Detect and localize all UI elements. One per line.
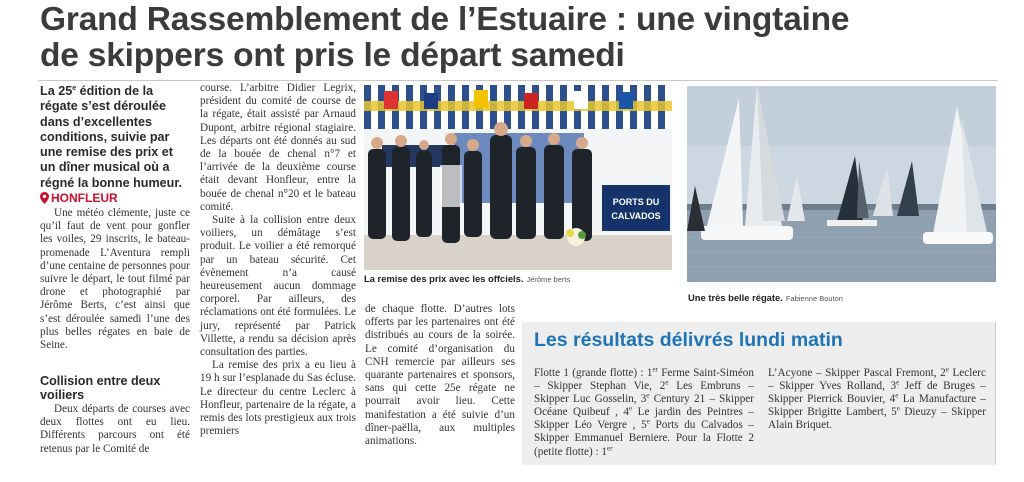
results-sup: e — [896, 404, 900, 413]
subheading: Collision entre deux voiliers — [40, 374, 161, 402]
article-column-2 — [200, 82, 356, 438]
results-sup: e — [629, 404, 633, 413]
col2-paragraph-3: La remise des prix a eu lieu à 19 h sur l’esplanade du Sas écluse. Le directeur du centre Leclerc à Honfleur, partenaire de la régate, a remis des lots prestigieux aux trois premiers — [200, 359, 356, 438]
location-pin-icon — [40, 192, 49, 204]
results-title: Les résultats délivrés lundi matin — [534, 329, 843, 351]
svg-text:CALVADOS: CALVADOS — [611, 211, 661, 221]
results-text: Ferme Saint-Siméon – Skipper Stephan Vie, 2 — [534, 367, 754, 393]
prize-giving-credit: Jérôme berts — [526, 275, 571, 284]
results-sup: e — [896, 378, 900, 387]
lead-sup: e — [72, 84, 77, 92]
lead-post: édition de la régate s’est déroulée dans d’excellentes conditions, suivie par une remise des prix et un dîner musical où a régné la bonne humeur. — [40, 84, 183, 190]
regatta-photo — [687, 86, 996, 282]
svg-text:PORTS DU: PORTS DU — [612, 197, 660, 207]
dateline-location: HONFLEUR — [51, 191, 118, 205]
results-column-1 — [534, 367, 754, 459]
regatta-photo-image — [687, 86, 996, 282]
lead-paragraph — [40, 84, 190, 191]
results-text: Le jardin des Peintres – Skipper Léo Vergre , 5 — [534, 406, 754, 432]
results-box — [522, 322, 996, 465]
regatta-credit: Fabienne Bouton — [785, 294, 843, 303]
results-text: La Manufacture – Skipper Brigitte Lambert, 5 — [768, 393, 987, 419]
dateline — [40, 191, 118, 205]
results-text: Ports du Calvados – Skipper Emmanuel Berniere. Pour la Flotte 2 (petite flotte) : 1 — [534, 419, 754, 458]
col2-paragraph-1: course. L’arbitre Didier Legrix, président du comité de course de la régate, était assisté par Arnaud Dupont, arbitre régional stagiaire. Les départs ont été donnés au sud de la bouée de chenal n°7 et l’arrivée de la deuxième course était devant Honfleur, entre la bouée de chenal n°20 et le bateau comité. — [200, 82, 356, 213]
lead-pre: La 25 — [40, 84, 73, 98]
results-sup: er — [652, 365, 658, 374]
results-sup: e — [895, 391, 899, 400]
article-column-1-continued: Deux départs de courses avec deux flottes ont eu lieu. Différents parcours ont été retenus par le Comité de — [40, 403, 190, 455]
results-text: Flotte 1 (grande flotte) : 1 — [534, 367, 653, 379]
prize-giving-photo-image — [364, 85, 672, 270]
col2-paragraph-2: Suite à la collision entre deux voiliers, un démâtage s’est produit. Le voilier a été remorqué par un bateau sécurité. Cet évènement n’a causé heureusement aucun dommage corporel. Par ailleurs, des réclamations ont été formulées. Le jury, représenté par Patrick Villette, a rendu sa décision après consultation des parties. — [200, 214, 356, 359]
results-text: Les Embruns – Skipper Luc Gosselin, 3 — [534, 380, 754, 406]
results-sup: e — [646, 417, 650, 426]
regatta-caption — [688, 292, 843, 303]
article-column-3: de chaque flotte. D’autres lots offerts par les partenaires ont été distribués au cours de la soirée. Le comité d’organisation du CNH remercie par ailleurs ses quarante partenaires et sponsors, sans qui cette 25e régate ne pourrait avoir lieu. Cette manifestation a été suivie d’un dîner-paëlla, aux multiples animations. — [365, 303, 515, 448]
headline-divider — [38, 80, 998, 81]
headline-line-2: de skippers ont pris le départ samedi — [40, 37, 625, 74]
prize-giving-caption-text: La remise des prix avec les offciels. — [364, 273, 524, 284]
article-column-1: Une météo clémente, juste ce qu’il faut de vent pour gonfler les voiles, 29 inscrits, le bateau-promenade L’Aventura rempli d’une centaine de personnes pour suivre le départ, le tout filmé par drone et photographié par Jérôme Berts, c’est ainsi que s’est déroulée samedi l’une des plus belles régates en baie de Seine. — [40, 207, 190, 352]
headline-line-1: Grand Rassemblement de l’Estuaire : une vingtaine — [40, 1, 850, 38]
results-sup: e — [665, 378, 669, 387]
results-text: Dieuzy – Skipper Alain Briquet. — [768, 406, 986, 432]
prize-giving-caption — [364, 273, 570, 284]
results-sup: e — [646, 391, 650, 400]
results-column-2 — [768, 367, 986, 432]
results-text: Jeff de Bruges – Skipper Pierrick Bouvier, 4 — [768, 380, 987, 406]
results-sup: er — [607, 443, 613, 452]
results-sup: e — [945, 365, 949, 374]
headline — [40, 2, 1010, 74]
prize-giving-photo — [364, 85, 672, 270]
results-text: Century 21 – Skipper Océane Quibeuf , 4 — [534, 393, 754, 419]
regatta-caption-text: Une très belle régate. — [688, 292, 783, 303]
results-text: Leclerc – Skipper Yves Rolland, 3 — [768, 367, 986, 393]
results-text: L’Acyone – Skipper Pascal Fremont, 2 — [768, 367, 946, 379]
